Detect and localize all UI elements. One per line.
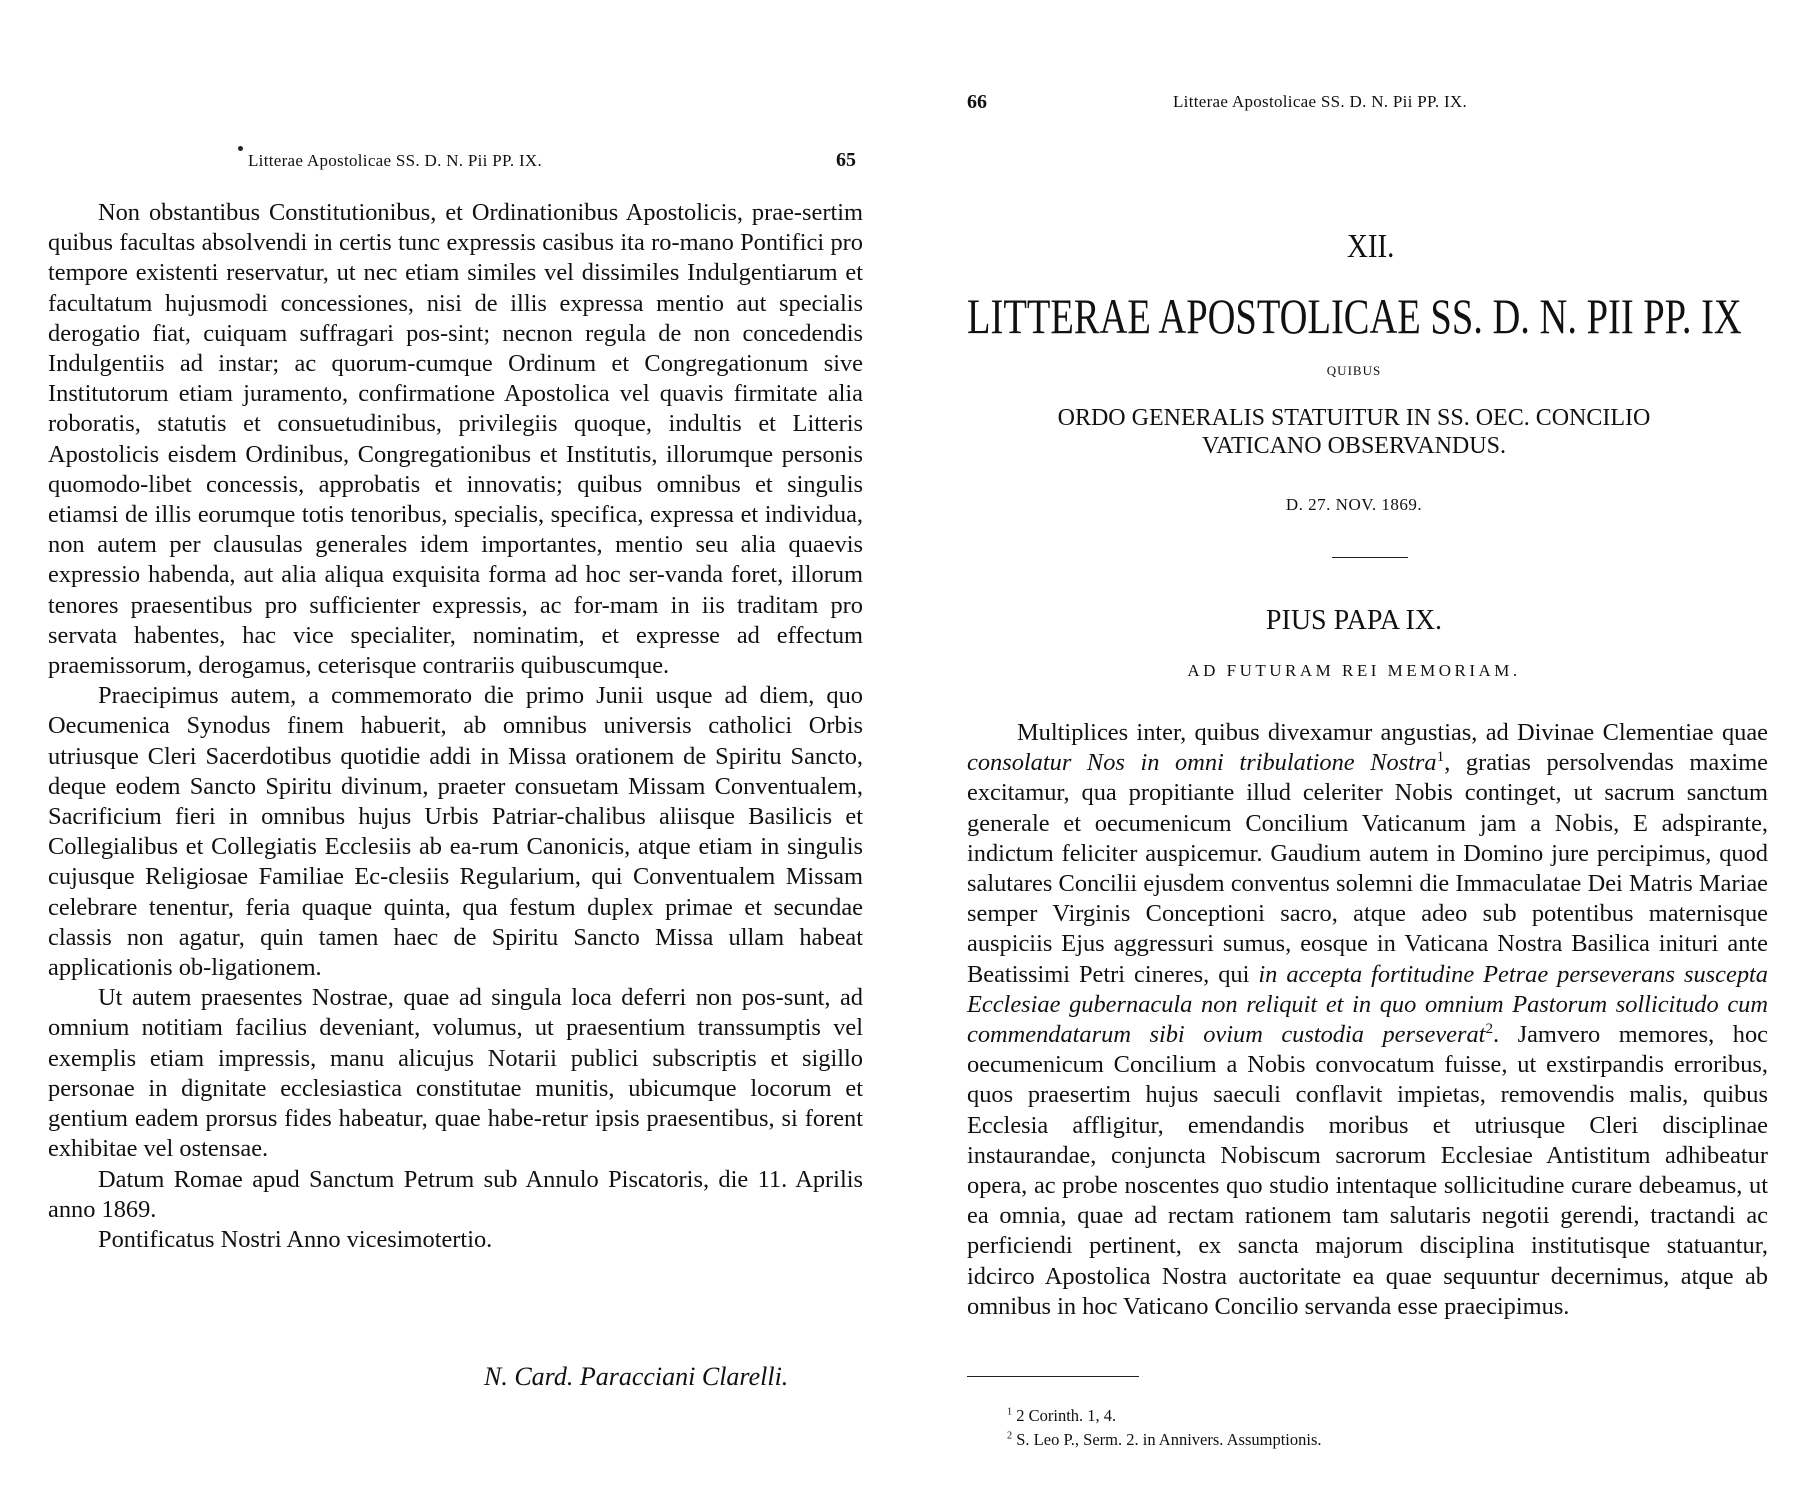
body-quote-2: in accepta fortitudine Petrae perseverans suscepta Ecclesiae gubernacula non reliquit et in quo omnium Pastorum sollicitudo cum commendatarum sibi ovium custodia perseverat bbox=[967, 960, 1768, 1049]
right-paragraph bbox=[967, 718, 1768, 1322]
paragraph-pontificatus: Pontificatus Nostri Anno vicesimotertio. bbox=[98, 1225, 493, 1253]
document-title: LITTERAE APOSTOLICAE SS. D. N. PII PP. IX bbox=[967, 288, 1742, 344]
right-body-text bbox=[967, 718, 1768, 1322]
footnote-1 bbox=[1007, 1404, 1322, 1428]
paragraph-datum: Datum Romae apud Sanctum Petrum sub Annulo Piscatoris, die 11. Aprilis anno 1869. bbox=[48, 1165, 863, 1223]
footnote-2 bbox=[1007, 1428, 1322, 1452]
document-date: D. 27. NOV. 1869. bbox=[1285, 495, 1423, 514]
running-head-left: Litterae Apostolicae SS. D. N. Pii PP. IX. bbox=[248, 151, 543, 170]
footnote-ref-1: 1 bbox=[1436, 749, 1445, 766]
page-number-right: 66 bbox=[967, 91, 987, 113]
paragraph-3: Ut autem praesentes Nostrae, quae ad singula loca deferri non pos-sunt, ad omnium notitiam facilius deveniant, volumus, ut praesentium transsumptis vel exemplis etiam impressis, manu alicujus Notarii publici subscriptis et sigillo personae in dignitate ecclesiastica constitutae munitis, ubicumque locorum et gentium eadem prorsus fides habeatur, quae habe-retur ipsis praesentibus, si forent exhibitae vel ostensae. bbox=[48, 984, 863, 1163]
ink-mark bbox=[238, 146, 243, 151]
body-quote-1: consolatur Nos in omni tribulatione Nostra bbox=[967, 749, 1437, 777]
right-page bbox=[900, 0, 1808, 1500]
title-rule bbox=[1332, 557, 1408, 558]
page-number-left: 65 bbox=[836, 149, 856, 171]
subtitle-block bbox=[900, 404, 1808, 460]
memoriam-heading: AD FUTURAM REI MEMORIAM. bbox=[1187, 661, 1521, 680]
body-part-2: , gratias persolvendas maxime excitamur, qua propitiante illud celeriter Nobis continget, ut sacrum sanctum generale et oecumenicum Concilium Vaticanum jam a Nobis, E adspirante, indictum feliciter auspicemur. Gaudium autem in Domino jure percipimus, quod salutares Concilii ejusdem conventus solemni die Immaculatae Dei Matris Mariae semper Virginis Conceptioni sacro, atque adeo sub potentibus maternisque auspiciis Ejus aggressuri sumus, eosque in Vaticana Nostra Basilica inituri ante Beatissimi Petri cineres, qui bbox=[967, 749, 1768, 988]
footnote-rule bbox=[967, 1376, 1139, 1377]
footnote-mark-1: 1 bbox=[1007, 1406, 1013, 1418]
left-body-text bbox=[48, 198, 863, 1255]
paragraph-2: Praecipimus autem, a commemorato die primo Junii usque ad diem, quo Oecumenica Synodus finem habuerit, ab omnibus universis catholici Orbis utriusque Cleri Sacerdotibus quotidie addi in Missa orationem de Spiritu Sancto, deque eodem Sancto Spiritu divinum, praeter consuetam Missam Conventualem, Sacrificium fieri in omnibus hujus Urbis Patriar-chalibus aliisque Basilicis et Collegialibus et Collegiatis Ecclesiis ab ea-rum Canonicis, atque etiam in singulis cujusque Religiosae Familiae Ec-clesiis Regularium, qui Conventualem Missam celebrare tenentur, feria quaque quinta, qua festum duplex primae et secundae classis non agatur, quin tamen haec de Spiritu Sancto Missa ullam habeat applicationis ob-ligationem. bbox=[48, 682, 863, 982]
subtitle-line-1: ORDO GENERALIS STATUITUR IN SS. OEC. CONCILIO bbox=[1057, 405, 1651, 431]
subtitle-line-2: VATICANO OBSERVANDUS. bbox=[1202, 433, 1506, 459]
author-heading: PIUS PAPA IX. bbox=[1265, 605, 1443, 636]
footnote-mark-2: 2 bbox=[1007, 1430, 1013, 1442]
document-number: XII. bbox=[1347, 228, 1395, 265]
body-part-3: . Jamvero memores, hoc oecumenicum Concilium a Nobis convocatum fuisse, ut exstirpandis erroribus, quos praesertim hujus saeculi conflavit impietas, removendis malis, quibus Ecclesia affligitur, emendandis moribus et utriusque Cleri disciplinae instaurandae, conjuncta Nobiscum sacrorum Ecclesiae Antistitum adhibeatur opera, ac probe noscentes quo studio intentaque sollicitudine curare debeamus, ut ea omnia, quae ad rectam rationem tam salutaris negotii gerendi, tractandi ac perficiendi pertinent, ex sancta majorum disciplina institutisque statuantur, idcirco Apostolica Nostra auctoritate ea quae sequuntur decernimus, atque ab omnibus in hoc Vaticano Concilio servanda esse praecipimus. bbox=[967, 1021, 1768, 1320]
footnote-ref-2: 2 bbox=[1485, 1020, 1493, 1037]
subtitle-quibus: QUIBUS bbox=[1326, 363, 1382, 378]
footnotes bbox=[1007, 1404, 1322, 1452]
body-part-1: Multiplices inter, quibus divexamur angustias, ad Divinae Clementiae quae bbox=[1017, 719, 1768, 746]
paragraph-1: Non obstantibus Constitutionibus, et Ordinationibus Apostolicis, prae-sertim quibus facultas absolvendi in certis tunc expressis casibus ita ro-mano Pontifici pro tempore existenti reservatur, ut nec etiam similes vel dissimiles Indulgentiarum et facultatum hujusmodi concessiones, nisi de illis expressa mentio aut specialis derogatio fiat, cuiquam suffragari pos-sint; necnon regula de non concedendis Indulgentiis ad instar; ac quorum-cumque Ordinum et Congregationum sive Institutorum etiam juramento, confirmatione Apostolica vel quavis firmitate alia roboratis, statutis et consuetudinibus, privilegiis quoque, indultis et Litteris Apostolicis eisdem Ordinibus, Congregationibus et Institutis, illorumque personis quomodo-libet concessis, approbatis et innovatis; quibus omnibus et singulis etiamsi de illis eorumque totis tenoribus, specialis, specifica, expressa et individua, non autem per clausulas generales idem importantes, mentio seu alia quaevis expressio habenda, aut alia aliqua exquisita forma ad hoc ser-vanda foret, illorum tenores praesentibus pro sufficienter expressis, ac for-mam in iis traditam pro servata habentes, hac vice specialiter, nominatim, et expresse ad effectum praemissorum, derogamus, ceterisque contrariis quibuscumque. bbox=[48, 199, 863, 680]
footnote-text-1: 2 Corinth. 1, 4. bbox=[1016, 1406, 1117, 1425]
running-head-right: Litterae Apostolicae SS. D. N. Pii PP. IX. bbox=[1173, 92, 1468, 111]
signature: N. Card. Paracciani Clarelli. bbox=[484, 1362, 789, 1391]
left-page bbox=[0, 0, 900, 1500]
footnote-text-2: S. Leo P., Serm. 2. in Annivers. Assumptionis. bbox=[1016, 1430, 1322, 1449]
